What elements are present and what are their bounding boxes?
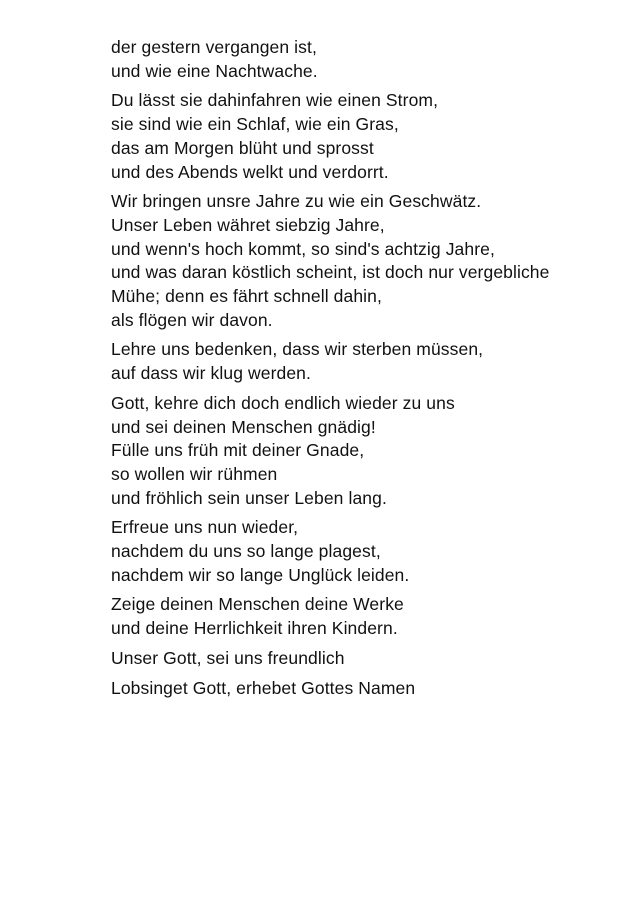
stanza-4 [111, 338, 611, 385]
text-line: nachdem du uns so lange plagest, [111, 541, 381, 562]
text-line: und was daran köstlich scheint, ist doch nur vergebliche [111, 262, 550, 283]
text-line: und des Abends welkt und verdorrt. [111, 161, 389, 182]
text-line: Unser Leben währet siebzig Jahre, [111, 214, 385, 235]
text-line: Fülle uns früh mit deiner Gnade, [111, 440, 365, 461]
poem-text [111, 36, 611, 706]
text-line: Erfreue uns nun wieder, [111, 517, 299, 538]
stanza-7 [111, 593, 611, 640]
stanza-6 [111, 516, 611, 587]
text-line: das am Morgen blüht und sprosst [111, 137, 374, 158]
text-line: nachdem wir so lange Unglück leiden. [111, 564, 410, 585]
text-line: Mühe; denn es fährt schnell dahin, [111, 286, 382, 307]
stanza-8 [111, 647, 611, 671]
text-line: Wir bringen unsre Jahre zu wie ein Geschwätz. [111, 191, 482, 212]
text-line: Zeige deinen Menschen deine Werke [111, 594, 404, 615]
stanza-3 [111, 190, 611, 332]
text-line: und wie eine Nachtwache. [111, 60, 318, 81]
text-line: auf dass wir klug werden. [111, 363, 311, 384]
text-line: und wenn's hoch kommt, so sind's achtzig Jahre, [111, 238, 495, 259]
text-line: Lehre uns bedenken, dass wir sterben müssen, [111, 339, 484, 360]
text-line: sie sind wie ein Schlaf, wie ein Gras, [111, 114, 399, 135]
text-line: Gott, kehre dich doch endlich wieder zu uns [111, 392, 455, 413]
stanza-2 [111, 89, 611, 184]
text-line: so wollen wir rühmen [111, 463, 278, 484]
text-line: und deine Herrlichkeit ihren Kindern. [111, 618, 398, 639]
text-line: und fröhlich sein unser Leben lang. [111, 487, 387, 508]
text-line: und sei deinen Menschen gnädig! [111, 416, 376, 437]
text-line: Du lässt sie dahinfahren wie einen Strom, [111, 90, 439, 111]
text-line: Lobsinget Gott, erhebet Gottes Namen [111, 677, 416, 698]
text-line: als flögen wir davon. [111, 309, 273, 330]
text-line: Unser Gott, sei uns freundlich [111, 647, 345, 668]
stanza-9 [111, 677, 611, 701]
stanza-1 [111, 36, 611, 83]
stanza-5 [111, 392, 611, 511]
text-line: der gestern vergangen ist, [111, 37, 317, 57]
